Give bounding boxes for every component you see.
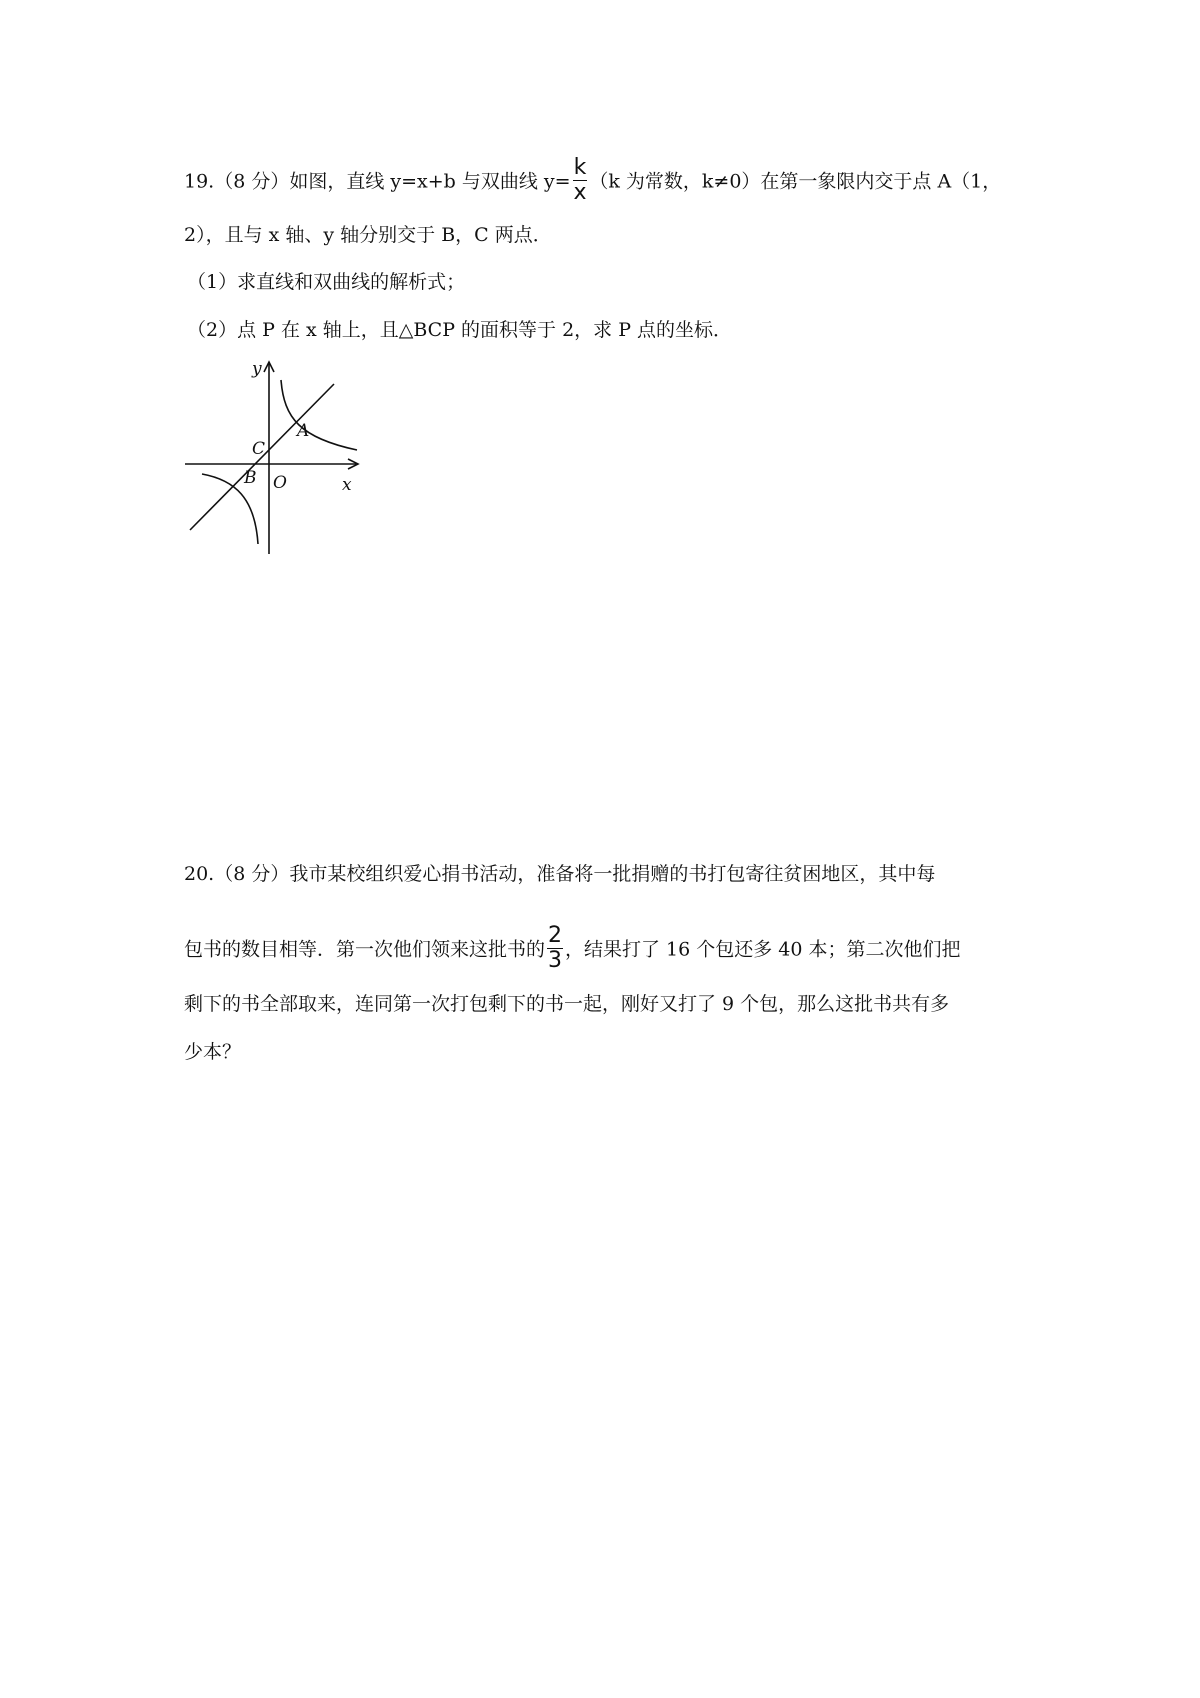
q19-line1 (184, 155, 1002, 207)
q19-frac-denominator: x (573, 180, 587, 205)
q20-frac-numerator: 2 (548, 923, 563, 948)
hyperbola-branch-q1 (281, 380, 357, 450)
q20-fraction (547, 924, 563, 973)
point-b-label: B (244, 468, 257, 488)
q19-line1-post: （k 为常数，k≠0）在第一象限内交于点 A（1， (589, 170, 1002, 193)
q20-line1: 20.（8 分）我市某校组织爱心捐书活动，准备将一批捐赠的书打包寄往贫困地区，其中每 (184, 863, 936, 885)
point-a-label: A (297, 421, 310, 441)
q19-graph (180, 358, 370, 558)
q20-line3: 剩下的书全部取来，连同第一次打包剩下的书一起，刚好又打了 9 个包，那么这批书共有多 (184, 993, 950, 1015)
q19-frac-numerator: k (573, 155, 587, 180)
point-c-label: C (252, 439, 266, 459)
y-axis-label: y (252, 359, 262, 379)
q19-line1-pre: 19.（8 分）如图，直线 y=x+b 与双曲线 y= (184, 170, 571, 193)
q19-part1: （1）求直线和双曲线的解析式； (187, 271, 466, 293)
q20-frac-denominator: 3 (548, 948, 563, 973)
q20-line2-post: ，结果打了 16 个包还多 40 本；第二次他们把 (565, 938, 961, 961)
x-axis-label: x (342, 475, 352, 495)
q20-line4: 少本？ (184, 1041, 242, 1063)
origin-label: O (273, 473, 287, 493)
q19-line2: 2），且与 x 轴、y 轴分别交于 B，C 两点． (184, 224, 552, 246)
q20-line2 (184, 923, 961, 975)
q19-fraction (573, 156, 588, 205)
q19-part2: （2）点 P 在 x 轴上，且△BCP 的面积等于 2，求 P 点的坐标． (187, 319, 733, 341)
q20-line2-pre: 包书的数目相等．第一次他们领来这批书的 (184, 938, 546, 961)
